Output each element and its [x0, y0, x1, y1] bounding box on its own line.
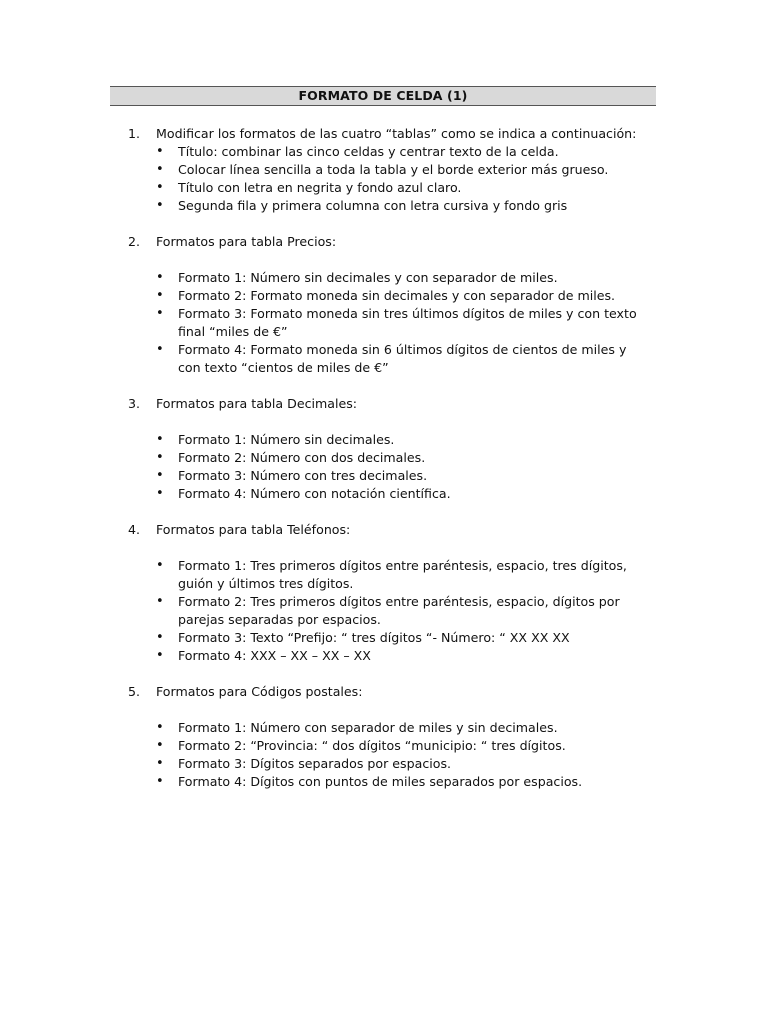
bullet-icon: •	[156, 288, 164, 303]
list-item-text: Formato 2: Número con dos decimales.	[178, 450, 426, 465]
list-item	[156, 269, 648, 287]
bullet-icon: •	[156, 720, 164, 735]
section-number: 2.	[128, 234, 141, 249]
bullet-icon: •	[156, 450, 164, 465]
bullet-list	[128, 431, 648, 503]
list-item-text: Formato 3: Dígitos separados por espacios.	[178, 756, 452, 771]
list-item-text: Título con letra en negrita y fondo azul claro.	[178, 180, 462, 195]
list-item-text: Formato 4: Número con notación científica.	[178, 486, 451, 501]
section-2	[128, 233, 648, 377]
bullet-icon: •	[156, 162, 164, 177]
section-heading	[128, 521, 648, 539]
list-item	[156, 179, 648, 197]
instructions-list	[128, 125, 648, 791]
list-item-text: Formato 4: Dígitos con puntos de miles separados por espacios.	[178, 774, 583, 789]
section-heading	[128, 233, 648, 251]
list-item	[156, 287, 648, 305]
section-3	[128, 395, 648, 503]
bullet-icon: •	[156, 432, 164, 447]
list-item	[156, 197, 648, 215]
bullet-icon: •	[156, 756, 164, 771]
bullet-icon: •	[156, 270, 164, 285]
bullet-icon: •	[156, 594, 164, 609]
list-item	[156, 647, 648, 665]
list-item	[156, 719, 648, 737]
list-item	[156, 431, 648, 449]
bullet-icon: •	[156, 648, 164, 663]
list-item-text: Formato 4: XXX – XX – XX – XX	[178, 648, 371, 663]
bullet-icon: •	[156, 180, 164, 195]
bullet-list	[128, 557, 648, 665]
list-item	[156, 629, 648, 647]
bullet-icon: •	[156, 144, 164, 159]
list-item	[156, 773, 648, 791]
list-item	[156, 593, 648, 629]
list-item-text: Formato 3: Texto “Prefijo: “ tres dígitos “- Número: “ XX XX XX	[178, 630, 570, 645]
section-heading	[128, 125, 648, 143]
list-item	[156, 737, 648, 755]
section-number: 3.	[128, 396, 141, 411]
list-item	[156, 305, 648, 341]
section-4	[128, 521, 648, 665]
list-item-text: Título: combinar las cinco celdas y centrar texto de la celda.	[178, 144, 559, 159]
section-number: 1.	[128, 126, 141, 141]
list-item-text: Formato 2: Tres primeros dígitos entre paréntesis, espacio, dígitos por parejas separadas por espacios.	[178, 594, 620, 627]
bullet-icon: •	[156, 342, 164, 357]
bullet-icon: •	[156, 774, 164, 789]
section-heading-text: Formatos para tabla Precios:	[156, 234, 337, 249]
bullet-icon: •	[156, 558, 164, 573]
list-item-text: Formato 1: Número con separador de miles y sin decimales.	[178, 720, 558, 735]
section-heading-text: Modificar los formatos de las cuatro “tablas” como se indica a continuación:	[156, 126, 637, 141]
section-number: 5.	[128, 684, 141, 699]
list-item	[156, 557, 648, 593]
list-item	[156, 143, 648, 161]
list-item-text: Formato 1: Número sin decimales.	[178, 432, 395, 447]
section-heading-text: Formatos para Códigos postales:	[156, 684, 363, 699]
bullet-icon: •	[156, 306, 164, 321]
list-item-text: Formato 3: Formato moneda sin tres últimos dígitos de miles y con texto final “miles de €”	[178, 306, 637, 339]
section-1	[128, 125, 648, 215]
list-item-text: Formato 2: Formato moneda sin decimales y con separador de miles.	[178, 288, 616, 303]
list-item-text: Segunda fila y primera columna con letra cursiva y fondo gris	[178, 198, 568, 213]
list-item-text: Formato 1: Número sin decimales y con separador de miles.	[178, 270, 558, 285]
section-heading-text: Formatos para tabla Decimales:	[156, 396, 358, 411]
section-number: 4.	[128, 522, 141, 537]
section-heading	[128, 395, 648, 413]
list-item	[156, 449, 648, 467]
section-heading	[128, 683, 648, 701]
list-item-text: Formato 1: Tres primeros dígitos entre paréntesis, espacio, tres dígitos, guión y últimos tres dígitos.	[178, 558, 627, 591]
list-item-text: Colocar línea sencilla a toda la tabla y el borde exterior más grueso.	[178, 162, 609, 177]
list-item-text: Formato 4: Formato moneda sin 6 últimos dígitos de cientos de miles y con texto “cientos de miles de €”	[178, 342, 627, 375]
bullet-list	[128, 143, 648, 215]
bullet-icon: •	[156, 486, 164, 501]
section-heading-text: Formatos para tabla Teléfonos:	[156, 522, 351, 537]
list-item-text: Formato 3: Número con tres decimales.	[178, 468, 428, 483]
bullet-list	[128, 269, 648, 377]
list-item	[156, 161, 648, 179]
bullet-icon: •	[156, 630, 164, 645]
list-item	[156, 755, 648, 773]
list-item	[156, 485, 648, 503]
bullet-list	[128, 719, 648, 791]
bullet-icon: •	[156, 198, 164, 213]
document-title: FORMATO DE CELDA (1)	[110, 86, 656, 106]
bullet-icon: •	[156, 468, 164, 483]
list-item	[156, 467, 648, 485]
list-item	[156, 341, 648, 377]
list-item-text: Formato 2: “Provincia: “ dos dígitos “municipio: “ tres dígitos.	[178, 738, 566, 753]
bullet-icon: •	[156, 738, 164, 753]
section-5	[128, 683, 648, 791]
